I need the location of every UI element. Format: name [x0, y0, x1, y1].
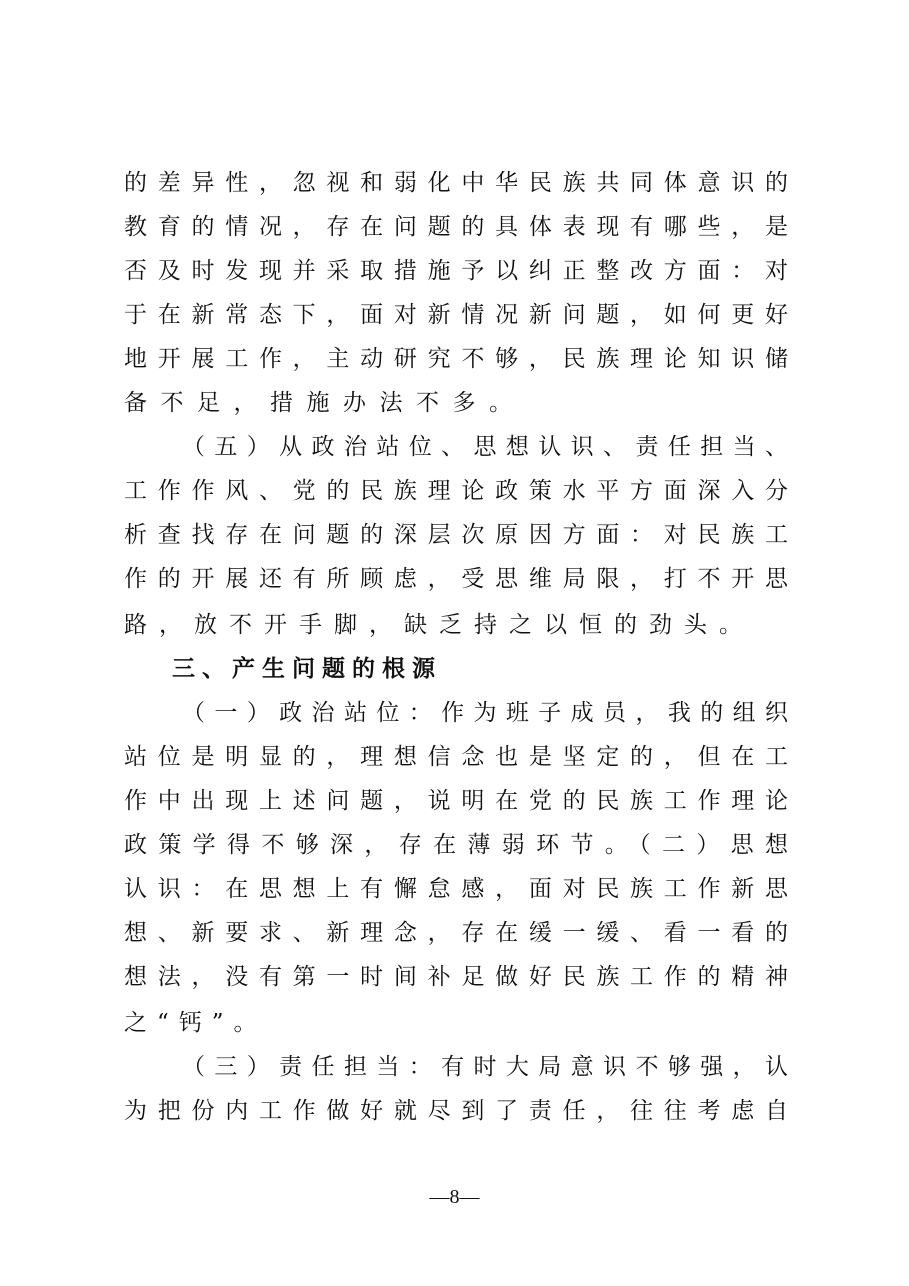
text-line: 作中出现上述问题，说明在党的民族工作理论: [124, 788, 788, 814]
text-line: 认识：在思想上有懈怠感，面对民族工作新思: [124, 876, 788, 902]
text-line: 路，放不开手脚，缺乏持之以恒的劲头。: [124, 612, 754, 638]
text-line: 政策学得不够深，存在薄弱环节。（二）思想: [124, 832, 788, 858]
text-line: 之“钙”。: [124, 1010, 267, 1036]
text-line: 想、新要求、新理念，存在缓一缓、看一看的: [124, 920, 788, 946]
text-line: 为把份内工作做好就尽到了责任，往往考虑自: [124, 1098, 788, 1124]
text-line: 析查找存在问题的深层次原因方面：对民族工: [124, 522, 788, 548]
text-line: 工作作风、党的民族理论政策水平方面深入分: [124, 478, 788, 504]
text-line: 作的开展还有所顾虑，受思维局限，打不开思: [124, 566, 788, 592]
paragraph-first-line: （一）政治站位：作为班子成员，我的组织: [182, 700, 788, 726]
text-line: 的差异性，忽视和弱化中华民族共同体意识的: [124, 170, 788, 196]
text-line: 想法，没有第一时间补足做好民族工作的精神: [124, 964, 788, 990]
paragraph-first-line: （五）从政治站位、思想认识、责任担当、: [182, 434, 788, 460]
paragraph-first-line: （三）责任担当：有时大局意识不够强，认: [182, 1054, 788, 1080]
text-line: 教育的情况，存在问题的具体表现有哪些，是: [124, 214, 788, 240]
text-line: 于在新常态下，面对新情况新问题，如何更好: [124, 302, 788, 328]
text-line: 备不足，措施办法不多。: [124, 390, 526, 416]
page-number: —8—: [429, 1186, 480, 1208]
section-heading: 三、产生问题的根源: [172, 656, 442, 682]
text-line: 否及时发现并采取措施予以纠正整改方面：对: [124, 258, 788, 284]
text-line: 站位是明显的，理想信念也是坚定的，但在工: [124, 744, 788, 770]
text-line: 地开展工作，主动研究不够，民族理论知识储: [124, 346, 788, 372]
